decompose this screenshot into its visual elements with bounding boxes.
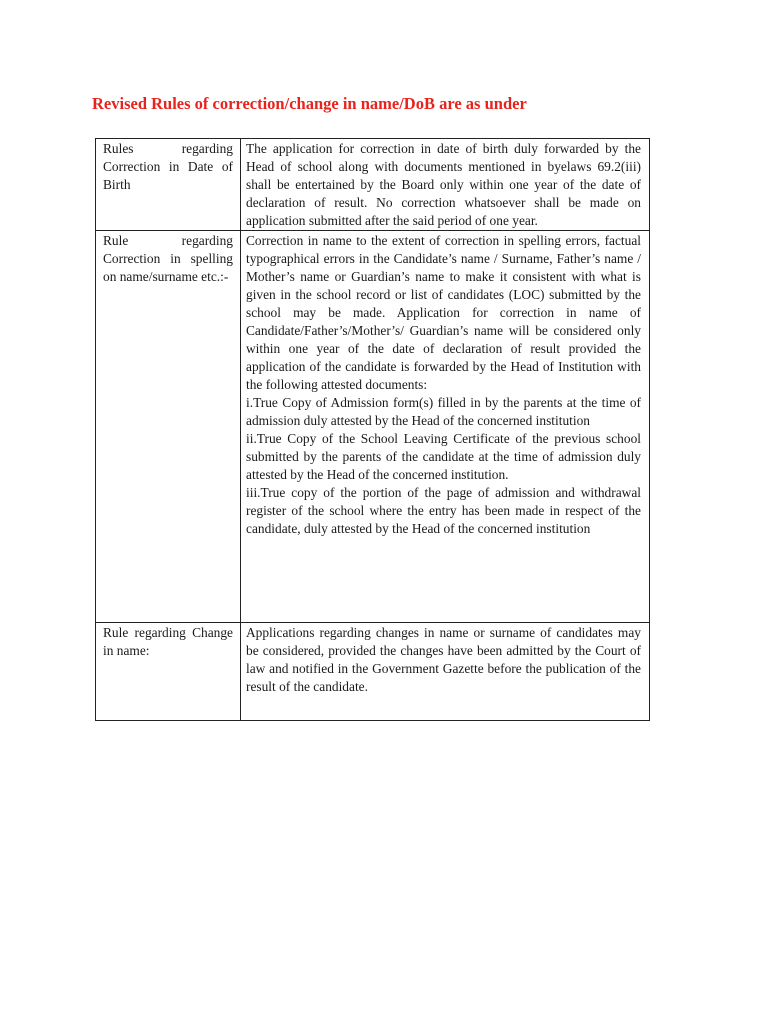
- rule-paragraph: Applications regarding changes in name or surname of candidates may be considered, provided the changes have been admitted by the Court of law and notified in the Government Gazette before the publication of the result of the candidate.: [246, 625, 641, 694]
- rule-row-date-of-birth: [96, 139, 650, 231]
- rule-paragraph: Correction in name to the extent of correction in spelling errors, factual typographical errors in the Candidate’s name / Surname, Father’s name / Mother’s name or Guardian’s name to make it consistent with what is given in the school record or list of candidates (LOC) submitted by the school may be made. Application for correction in name of Candidate/Father’s/Mother’s/ Guardian’s name will be considered only within one year of the date of declaration of result provided the application of the candidate is forwarded by the Head of Institution with the following attested documents:: [246, 233, 641, 392]
- rule-label-date-of-birth: Rules regarding Correction in Date of Birth: [96, 139, 241, 231]
- rules-table: [95, 138, 650, 721]
- rule-text-date-of-birth: [241, 139, 650, 231]
- document-heading: Revised Rules of correction/change in name/DoB are as under: [92, 94, 527, 113]
- rule-row-spelling-correction: [96, 231, 650, 623]
- rule-row-change-in-name: [96, 623, 650, 721]
- attested-document-item: i.True Copy of Admission form(s) filled in by the parents at the time of admission duly attested by the Head of the concerned institution: [246, 395, 641, 428]
- attested-document-item: ii.True Copy of the School Leaving Certificate of the previous school submitted by the parents of the candidate at the time of admission duly attested by the Head of the concerned institution.: [246, 431, 641, 482]
- rule-label-spelling-correction: Rule regarding Correction in spelling on name/surname etc.:-: [96, 231, 241, 623]
- rule-paragraph: The application for correction in date of birth duly forwarded by the Head of school along with documents mentioned in byelaws 69.2(iii) shall be entertained by the Board only within one year of the date of declaration of result. No correction whatsoever shall be made on application submitted after the said period of one year.: [246, 141, 641, 228]
- rule-text-spelling-correction: [241, 231, 650, 623]
- rule-label-change-in-name: Rule regarding Change in name:: [96, 623, 241, 721]
- rule-text-change-in-name: [241, 623, 650, 721]
- attested-document-item: iii.True copy of the portion of the page of admission and withdrawal register of the school where the entry has been made in respect of the candidate, duly attested by the Head of the concerned institution: [246, 485, 641, 536]
